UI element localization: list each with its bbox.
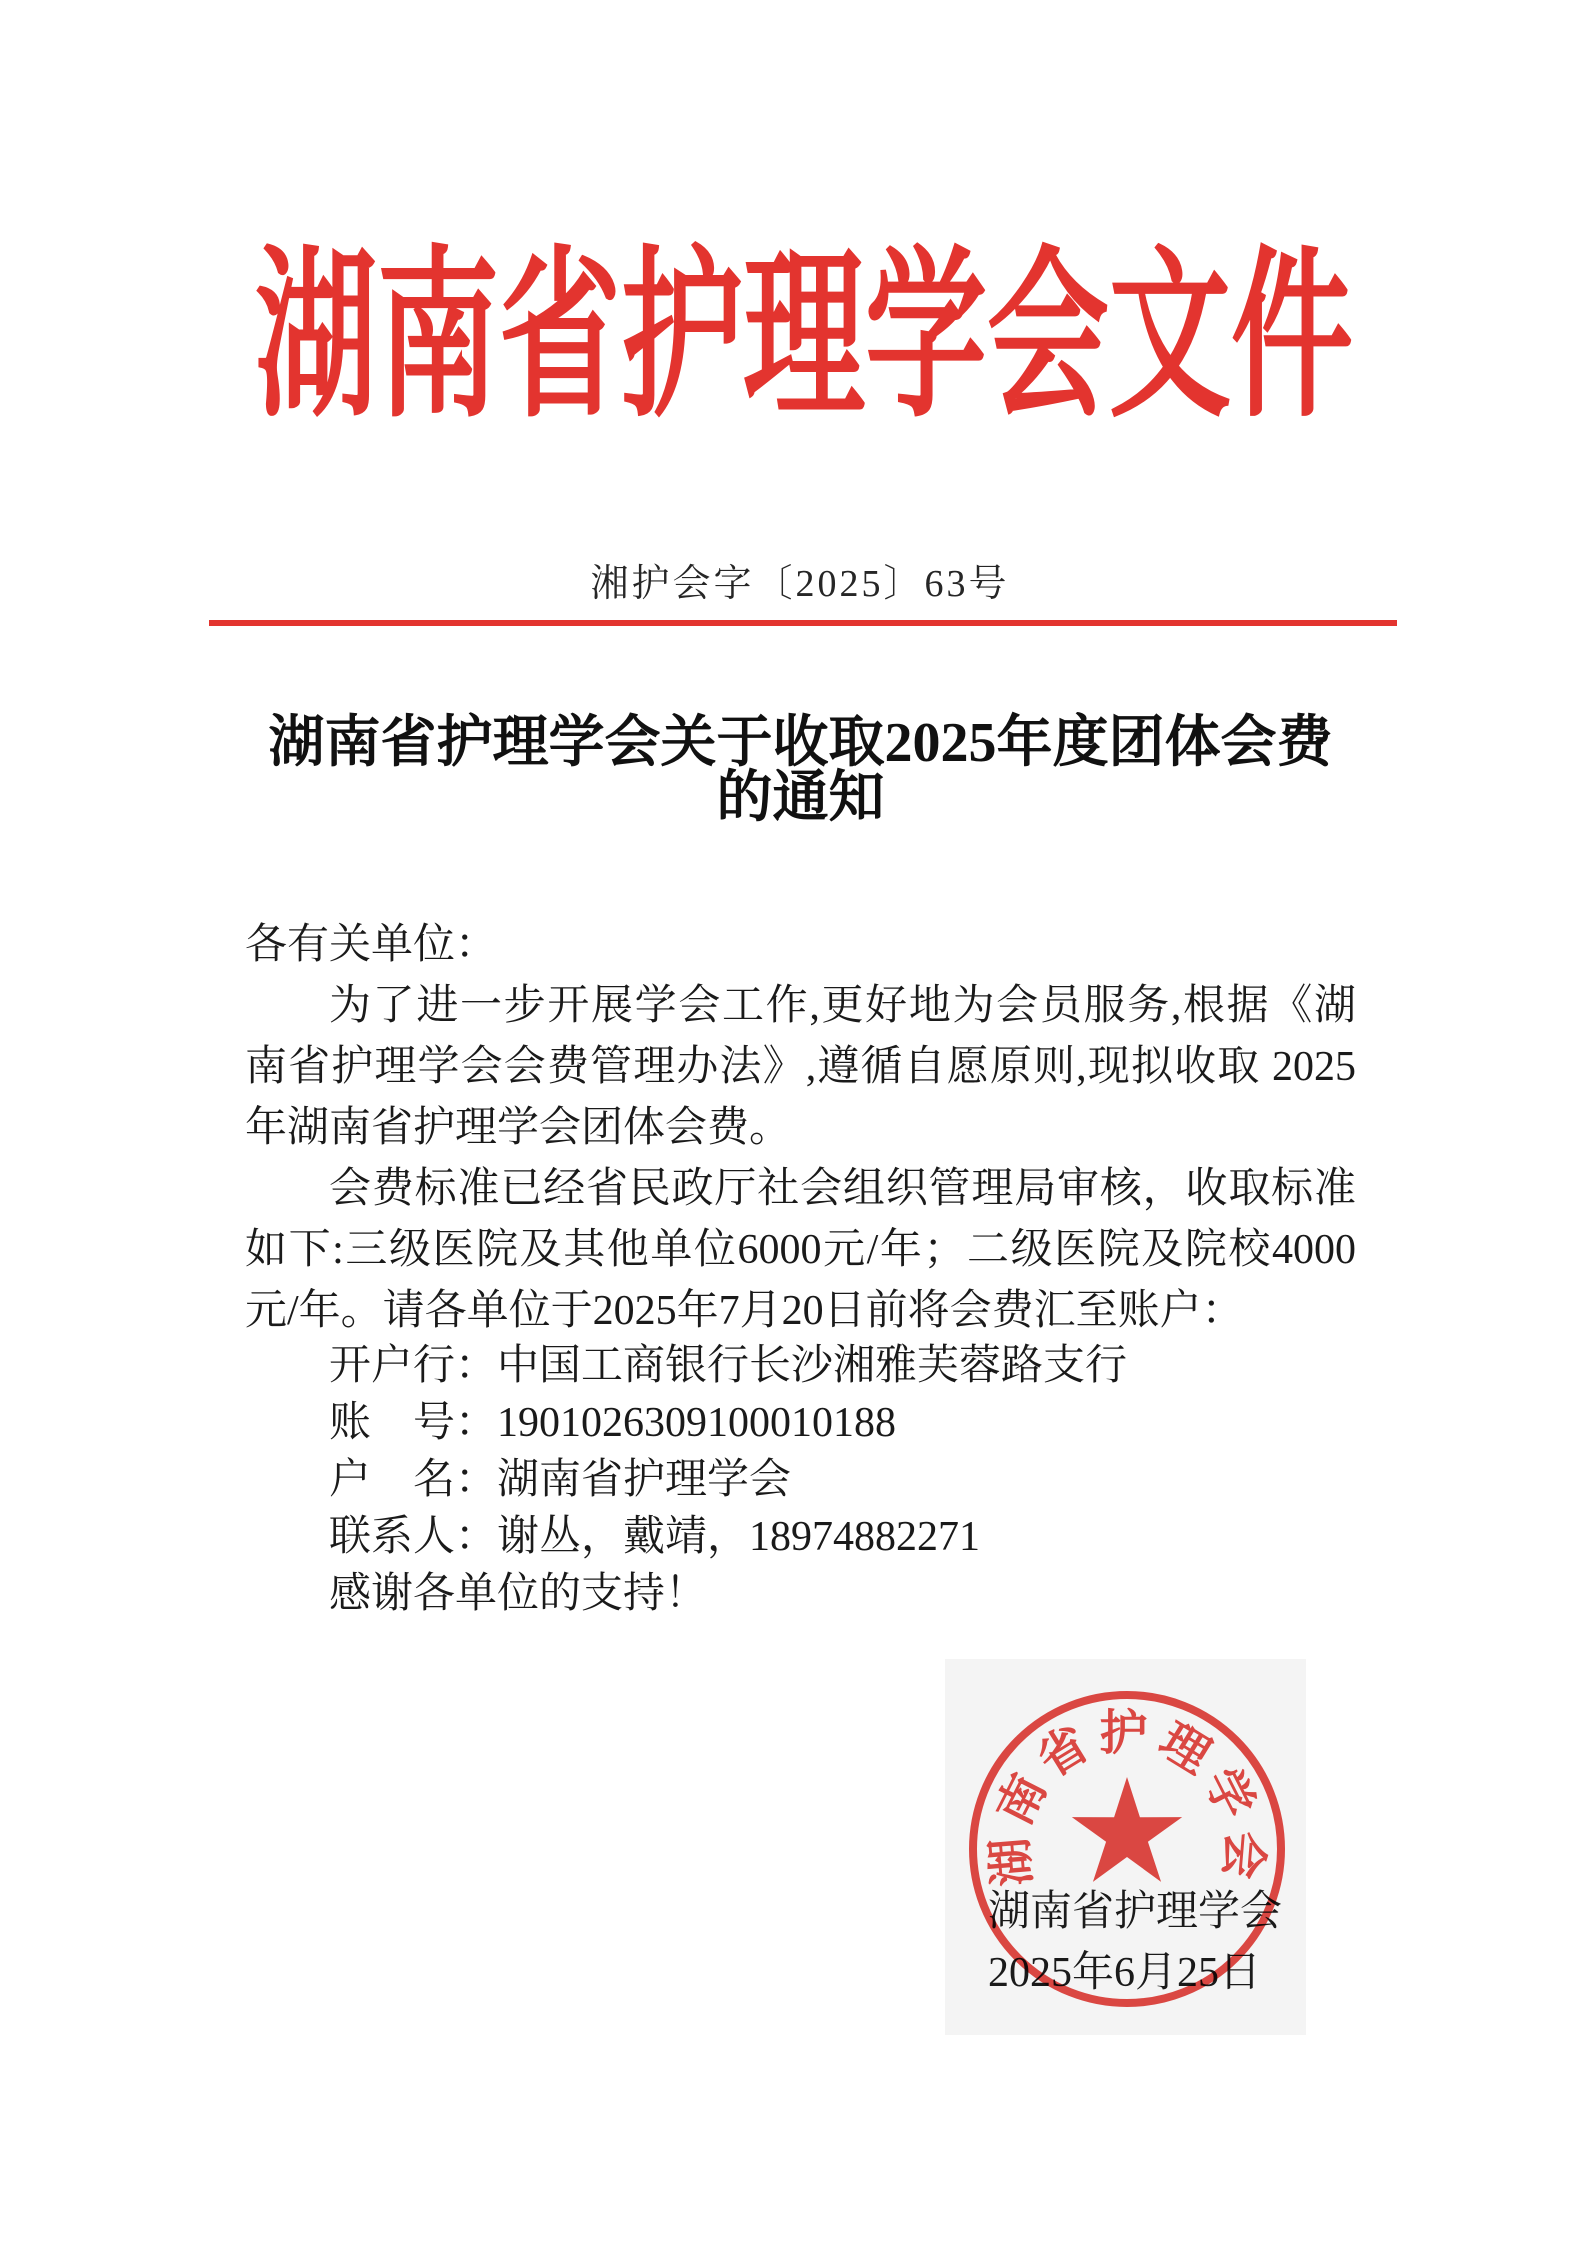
- paragraph-line: 年湖南省护理学会团体会费。: [245, 1105, 792, 1151]
- notice-title-line: 的通知: [716, 767, 885, 829]
- account-details: [245, 1338, 1356, 1623]
- account-number-label: 账 号：: [329, 1400, 498, 1446]
- notice-title-line: 湖南省护理学会关于收取2025年度团体会费: [268, 712, 1333, 774]
- official-seal: [967, 1689, 1287, 2009]
- paragraph-line: 如下:三级医院及其他单位6000元/年；二级医院及院校4000: [245, 1227, 1356, 1273]
- account-number-value: 1901026309100010188: [497, 1400, 897, 1446]
- closing-line: 感谢各单位的支持！: [329, 1571, 708, 1617]
- star-icon: [1072, 1777, 1182, 1882]
- contact-label: 联系人：: [329, 1514, 498, 1560]
- contact-row: [245, 1509, 1356, 1566]
- header-red-rule: [209, 620, 1397, 626]
- account-bank-row: [245, 1338, 1356, 1395]
- salutation: 各有关单位：: [245, 922, 498, 968]
- paragraph-line: 南省护理学会会费管理办法》,遵循自愿原则,现拟收取 2025: [245, 1044, 1356, 1090]
- account-bank-value: 中国工商银行长沙湘雅芙蓉路支行: [497, 1343, 1128, 1389]
- account-name-label: 户 名：: [329, 1457, 498, 1503]
- signature-date: 2025年6月25日: [988, 1950, 1262, 1996]
- account-bank-label: 开户行：: [329, 1343, 498, 1389]
- document-number: 湘护会字〔2025〕63号: [590, 563, 1010, 605]
- paragraph-line: 会费标准已经省民政厅社会组织管理局审核，收取标准: [329, 1166, 1356, 1212]
- paragraph-line: 元/年。请各单位于2025年7月20日前将会费汇至账户：: [245, 1288, 1244, 1334]
- notice-body: [245, 915, 1356, 1342]
- account-number-row: [245, 1395, 1356, 1452]
- account-name-row: [245, 1452, 1356, 1509]
- contact-value: 谢丛，戴靖，18974882271: [497, 1514, 981, 1560]
- notice-title: [245, 712, 1356, 829]
- document-header-title: 湖南省护理学会文件: [255, 237, 1353, 440]
- account-name-value: 湖南省护理学会: [497, 1457, 792, 1503]
- paragraph-line: 为了进一步开展学会工作,更好地为会员服务,根据《湖: [329, 983, 1356, 1029]
- signature-organization: 湖南省护理学会: [988, 1889, 1283, 1935]
- seal-lettering-path: 湖南省护理学会: [981, 1704, 1273, 1889]
